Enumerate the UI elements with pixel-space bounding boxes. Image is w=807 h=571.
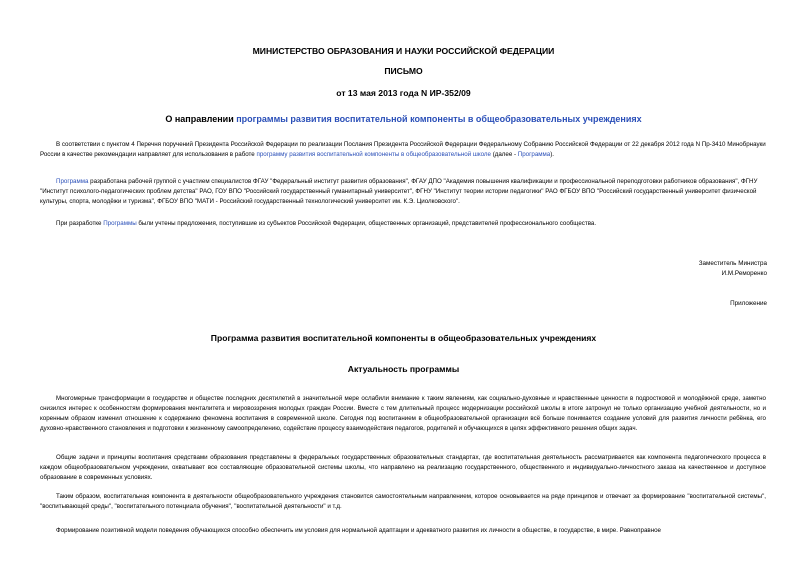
paragraph-5 — [40, 453, 766, 483]
paragraph-7-text: Формирование позитивной модели поведения обучающихся способно обеспечить им условия для нормальной адаптации и адекватного развития их личности в обществе, в государстве, в мире. Равноправное — [56, 527, 661, 534]
paragraph-1 — [40, 140, 766, 160]
subject-prefix: О направлении — [165, 114, 237, 124]
paragraph-4-text: Многомерные трансформации в государстве и обществе последних десятилетий в значительной мере ослабили внимание к таким явлениям, как социально-духовные и нравственные ценности в подростковой и молодёжной среде, заметно снизился интерес к особенностям формирования менталитета и мировоззрения молодых граждан России. Вместе с тем длительный процесс модернизации российской школы в итоге затронул не только организацию учебной деятельности, но и коренным образом изменил отношение к содержанию феномена воспитания в современной школе. Сегодня под воспитанием в общеобразовательной организации всё больше понимается создание условий для развития личности ребёнка, его духовно-нравственного становления и подготовки к жизненному самоопределению, содействие процессу взаимодействия педагогов, родителей и обучающихся в целях эффективного решения общих задач. — [40, 395, 766, 432]
signature-name: И.М.Реморенко — [721, 270, 767, 277]
paragraph-5-text: Общие задачи и принципы воспитания средствами образования представлены в федеральных государственных образовательных стандартах, где воспитательная деятельность рассматривается как компонента педагогического процесса в каждом общеобразовательном учреждении, охватывает все составляющие образовательной системы школы, что направлено на реализацию государственного, общественного и индивидуально-личностного заказа на качественное и доступное образование в современных условиях. — [40, 454, 766, 481]
paragraph-1-end: ). — [550, 151, 554, 158]
paragraph-2 — [40, 177, 766, 207]
program-title: Программа развития воспитательной компоненты в общеобразовательных учреждениях — [210, 333, 597, 343]
paragraph-1-mid: (далее - — [490, 151, 518, 158]
paragraph-3-start: При разработке — [56, 220, 104, 227]
program-link-1[interactable]: программу развития воспитательной компоненты в общеобразовательной школе — [256, 151, 491, 158]
paragraph-4 — [40, 394, 766, 434]
paragraph-6 — [40, 492, 766, 512]
section-title: Актуальность программы — [347, 364, 460, 374]
ministry-heading: МИНИСТЕРСТВО ОБРАЗОВАНИЯ И НАУКИ РОССИЙСКОЙ ФЕДЕРАЦИИ — [252, 46, 555, 56]
paragraph-3-text: были учтены предложения, поступившие из субъектов Российской Федерации, общественных организаций, представителей профессионального сообщества. — [136, 220, 597, 227]
program-link-4[interactable]: Программы — [103, 220, 137, 227]
subject-heading — [0, 114, 807, 124]
signature-block — [699, 259, 767, 279]
paragraph-2-text: разработана рабочей группой с участием специалистов ФГАУ "Федеральный институт развития образования", ФГАУ ДПО "Академия повышения квалификации и профессиональной переподготовки работников образования", ФГНУ "Институт психолого-педагогических проблем детства" РАО, ГОУ ВПО "Российский государственный гуманитарный университет", ФГНУ "Институт теории истории педагогики" РАО ФГБОУ ВПО "Российский государственный университет физической культуры, спорта, молодёжи и туризма", ФГБОУ ВПО "МАТИ - Российский государственный технологический университет им. К.Э. Циолковского". — [40, 178, 758, 205]
appendix-label: Приложение — [730, 300, 767, 307]
program-link-3[interactable]: Программа — [56, 178, 89, 185]
program-link-2[interactable]: Программа — [517, 151, 551, 158]
paragraph-1-text: В соответствии с пунктом 4 Перечня поручений Президента Российской Федерации по реализации Послания Президента Российской Федерации Федеральному Собранию Российской Федерации от 22 декабря 2012 года N Пр-3410 Минобрнауки России в качестве рекомендации направляет для использования в работе — [40, 141, 766, 158]
paragraph-6-text: Таким образом, воспитательная компонента в деятельности общеобразовательного учреждения становится самостоятельным направлением, которое основывается на ряде принципов и отвечает за формирование "воспитательной системы", "воспитывающей среды", "воспитательного потенциала обучения", "воспитательной деятельности" и т.д. — [40, 493, 766, 510]
date-number-heading: от 13 мая 2013 года N ИР-352/09 — [336, 88, 471, 98]
signature-position: Заместитель Министра — [698, 260, 767, 267]
paragraph-3 — [40, 219, 766, 229]
doc-type-heading: ПИСЬМО — [384, 66, 423, 76]
paragraph-7 — [40, 526, 766, 536]
subject-link[interactable]: программы развития воспитательной компоненты в общеобразовательных учреждениях — [236, 114, 642, 124]
